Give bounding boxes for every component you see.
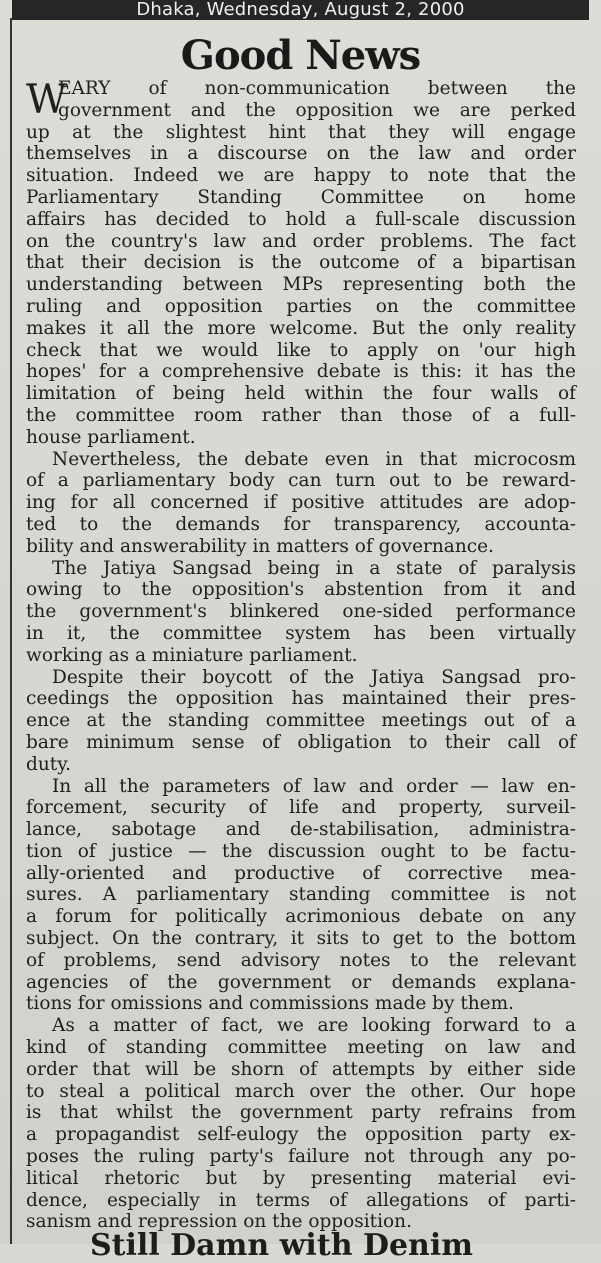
- article-line: the government's blinkered one-sided performance: [26, 601, 576, 623]
- masthead-dateline: Dhaka, Wednesday, August 2, 2000: [12, 0, 589, 20]
- article-line: forcement, security of life and property, surveil-: [26, 797, 576, 819]
- article-line: check that we would like to apply on 'our high: [26, 339, 576, 361]
- article-line: is that whilst the government party refrains from: [26, 1102, 576, 1124]
- article-line: sanism and repression on the opposition.: [26, 1211, 412, 1233]
- drop-cap: W: [26, 77, 68, 123]
- article-line: EARY of non-communication between the: [58, 78, 576, 99]
- article-line: government and the opposition we are perked: [58, 99, 576, 121]
- article-line: Nevertheless, the debate even in that microcosm: [52, 448, 576, 470]
- article-line: The Jatiya Sangsad being in a state of paralysis: [52, 557, 576, 579]
- article-line: ally-oriented and productive of corrective mea-: [26, 862, 576, 884]
- article-line: of problems, send advisory notes to the relevant: [26, 949, 576, 971]
- article-line: house parliament.: [26, 426, 196, 448]
- article-line: the committee room rather than those of a full-: [26, 404, 576, 426]
- article-line: Despite their boycott of the Jatiya Sangsad pro-: [52, 666, 576, 688]
- column-rule: [10, 18, 12, 1244]
- article-line: situation. Indeed we are happy to note that the: [26, 165, 576, 187]
- article-paragraph: [26, 449, 576, 558]
- article-line: limitation of being held within the four walls of: [26, 383, 576, 405]
- article-line: agencies of the government or demands explana-: [26, 971, 576, 993]
- article-headline: Good News: [180, 32, 421, 79]
- article-line: makes it all the more welcome. But the only reality: [26, 317, 576, 339]
- article-line: kind of standing committee meeting on law and: [26, 1037, 576, 1059]
- article-line: ruling and opposition parties on the committee: [26, 295, 576, 317]
- article-paragraph: [26, 667, 576, 776]
- article-line: poses the ruling party's failure not through any po-: [26, 1146, 576, 1168]
- article-line: ing for all concerned if positive attitudes are adop-: [26, 492, 576, 514]
- article-line: ted to the demands for transparency, accounta-: [26, 513, 576, 535]
- article-line: that their decision is the outcome of a bipartisan: [26, 252, 576, 274]
- article-line: ence at the standing committee meetings out of a: [26, 710, 576, 732]
- article-line: Parliamentary Standing Committee on home: [26, 186, 576, 208]
- article-line: subject. On the contrary, it sits to get to the bottom: [26, 928, 576, 950]
- article-line: up at the slightest hint that they will engage: [26, 121, 576, 143]
- article-line: themselves in a discourse on the law and order: [26, 143, 576, 165]
- article-line: a forum for politically acrimonious debate on any: [26, 906, 576, 928]
- article-line: to steal a political march over the other. Our hope: [26, 1080, 576, 1102]
- article-line: bility and answerability in matters of governance.: [26, 535, 494, 557]
- article-line: As a matter of fact, we are looking forward to a: [52, 1015, 576, 1037]
- article-line: order that will be shorn of attempts by either side: [26, 1058, 576, 1080]
- article-paragraph: [26, 558, 576, 667]
- article-opening: [26, 78, 576, 122]
- article-line: on the country's law and order problems. The fact: [26, 230, 576, 252]
- article-line: tions for omissions and commissions made by them.: [26, 993, 515, 1015]
- article-line: lance, sabotage and de-stabilisation, administra-: [26, 819, 576, 841]
- article-line: hopes' for a comprehensive debate is this: it has the: [26, 361, 576, 383]
- article-paragraph: [26, 122, 576, 449]
- article-line: in it, the committee system has been virtually: [26, 622, 576, 644]
- article-line: In all the parameters of law and order — law en-: [52, 775, 576, 797]
- article-line: working as a miniature parliament.: [26, 644, 358, 666]
- article-line: a propagandist self-eulogy the opposition party ex-: [26, 1124, 576, 1146]
- article-line: dence, especially in terms of allegations of parti-: [26, 1189, 576, 1211]
- article-body: [26, 78, 576, 1233]
- next-article-headline: Still Damn with Denim: [90, 1228, 473, 1263]
- article-line: bare minimum sense of obligation to their call of: [26, 731, 576, 753]
- article-paragraph: [26, 776, 576, 1016]
- article-line: affairs has decided to hold a full-scale discussion: [26, 208, 576, 230]
- article-line: tion of justice — the discussion ought to be factu-: [26, 840, 576, 862]
- article-line: owing to the opposition's abstention from it and: [26, 579, 576, 601]
- article-line: ceedings the opposition has maintained their pres-: [26, 688, 576, 710]
- article-line: understanding between MPs representing both the: [26, 274, 576, 296]
- article-line: of a parliamentary body can turn out to be reward-: [26, 470, 576, 492]
- article-line: litical rhetoric but by presenting material evi-: [26, 1167, 576, 1189]
- article-paragraphs: [26, 122, 576, 1234]
- article-line: sures. A parliamentary standing committee is not: [26, 884, 576, 906]
- article-line: duty.: [26, 753, 72, 775]
- article-paragraph: [26, 1015, 576, 1233]
